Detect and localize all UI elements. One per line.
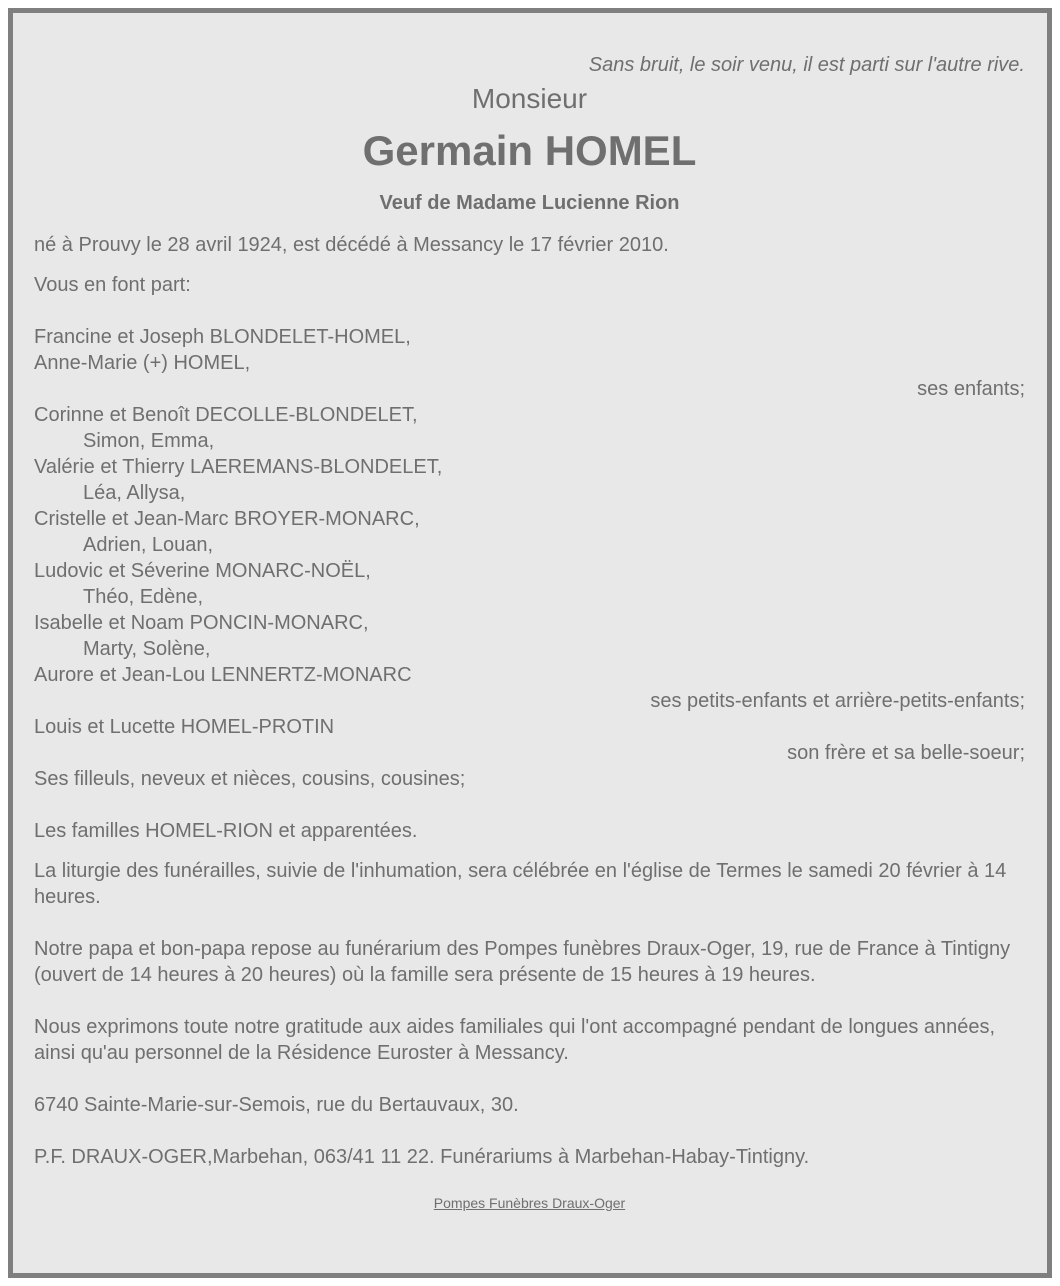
family-role: son frère et sa belle-soeur;	[787, 742, 1025, 764]
obituary-card	[8, 8, 1052, 1278]
rest-paragraph: Notre papa et bon-papa repose au funérarium des Pompes funèbres Draux-Oger, 19, rue de France à Tintigny (ouvert de 14 heures à 20 heures) où la famille sera présente de 15 heures à 19 heures.	[34, 938, 1011, 986]
honorific: Monsieur	[471, 83, 588, 114]
epigraph: Sans bruit, le soir venu, il est parti sur l'autre rive.	[588, 54, 1025, 76]
family-list	[34, 324, 1025, 844]
family-children-line: Anne-Marie (+) HOMEL,	[34, 352, 251, 374]
gratitude-paragraph: Nous exprimons toute notre gratitude aux aides familiales qui l'ont accompagné pendant de longues années, ainsi qu'au personnel de la Résidence Euroster à Messancy.	[34, 1016, 996, 1064]
liturgy-paragraph: La liturgie des funérailles, suivie de l'inhumation, sera célébrée en l'église de Termes le samedi 20 février à 14 heures.	[34, 860, 1007, 908]
deceased-name: Germain HOMEL	[362, 127, 697, 174]
family-grandchildren-couple: Valérie et Thierry LAEREMANS-BLONDELET,	[34, 456, 443, 478]
funeral-home-line: P.F. DRAUX-OGER,Marbehan, 063/41 11 22. Funérariums à Marbehan-Habay-Tintigny.	[34, 1146, 810, 1168]
birth-death-line: né à Prouvy le 28 avril 1924, est décédé à Messancy le 17 février 2010.	[34, 234, 669, 256]
obituary-content	[34, 52, 1025, 1212]
family-great-grandchildren: Léa, Allysa,	[83, 482, 186, 504]
family-role: ses petits-enfants et arrière-petits-enfants;	[650, 690, 1025, 712]
family-others-line: Ses filleuls, neveux et nièces, cousins, cousines;	[34, 768, 466, 790]
family-great-grandchildren: Simon, Emma,	[83, 430, 215, 452]
family-children-line: Francine et Joseph BLONDELET-HOMEL,	[34, 326, 411, 348]
funeral-home-link[interactable]: Pompes Funèbres Draux-Oger	[433, 1195, 626, 1211]
family-grandchildren-couple: Corinne et Benoît DECOLLE-BLONDELET,	[34, 404, 418, 426]
family-great-grandchildren: Théo, Edène,	[83, 586, 204, 608]
widow-line: Veuf de Madame Lucienne Rion	[379, 192, 680, 214]
family-great-grandchildren: Adrien, Louan,	[83, 534, 214, 556]
family-grandchildren-couple: Isabelle et Noam PONCIN-MONARC,	[34, 612, 369, 634]
family-grandchildren-couple: Aurore et Jean-Lou LENNERTZ-MONARC	[34, 664, 412, 686]
family-families-line: Les familles HOMEL-RION et apparentées.	[34, 820, 418, 842]
address-line: 6740 Sainte-Marie-sur-Semois, rue du Bertauvaux, 30.	[34, 1094, 519, 1116]
family-great-grandchildren: Marty, Solène,	[83, 638, 211, 660]
family-grandchildren-couple: Ludovic et Séverine MONARC-NOËL,	[34, 560, 371, 582]
footer	[34, 1194, 1025, 1212]
family-sibling-line: Louis et Lucette HOMEL-PROTIN	[34, 716, 335, 738]
family-role: ses enfants;	[917, 378, 1025, 400]
family-grandchildren-couple: Cristelle et Jean-Marc BROYER-MONARC,	[34, 508, 420, 530]
announce-line: Vous en font part:	[34, 274, 191, 296]
